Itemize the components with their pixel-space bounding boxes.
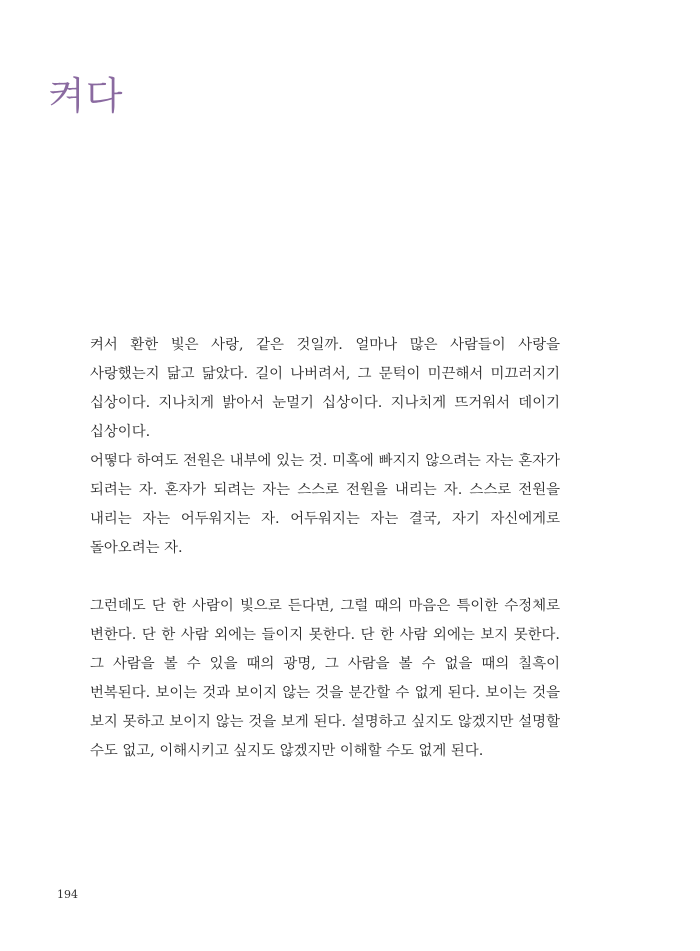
- paragraph-1: 켜서 환한 빛은 사랑, 같은 것일까. 얼마나 많은 사람들이 사랑을 사랑했는지 닮고 닮았다. 길이 나버려서, 그 문턱이 미끈해서 미끄러지기 십상이다. 지나치게 밝아서 눈멀기 십상이다. 지나치게 뜨거워서 데이기 십상이다.: [90, 337, 560, 440]
- page-number: 194: [57, 888, 78, 901]
- page-title: 켜다: [48, 74, 124, 118]
- paragraph-gap: [90, 563, 560, 592]
- paragraph-3: 그런데도 단 한 사람이 빛으로 든다면, 그럴 때의 마음은 특이한 수정체로 변한다. 단 한 사람 외에는 들이지 못한다. 단 한 사람 외에는 보지 못한다. 그 사람을 볼 수 있을 때의 광명, 그 사람을 볼 수 없을 때의 칠흑이 번복된다. 보이는 것과 보이지 않는 것을 분간할 수 없게 된다. 보이는 것을 보지 못하고 보이지 않는 것을 보게 된다. 설명하고 싶지도 않겠지만 설명할 수도 없고, 이해시키고 싶지도 않겠지만 이해할 수도 없게 된다.: [90, 598, 560, 759]
- body-text: [90, 331, 560, 766]
- paragraph-2: 어떻다 하여도 전원은 내부에 있는 것. 미혹에 빠지지 않으려는 자는 혼자가 되려는 자. 혼자가 되려는 자는 스스로 전원을 내리는 자. 스스로 전원을 내리는 자는 어두워지는 자. 어두워지는 자는 결국, 자기 자신에게로 돌아오려는 자.: [90, 453, 560, 556]
